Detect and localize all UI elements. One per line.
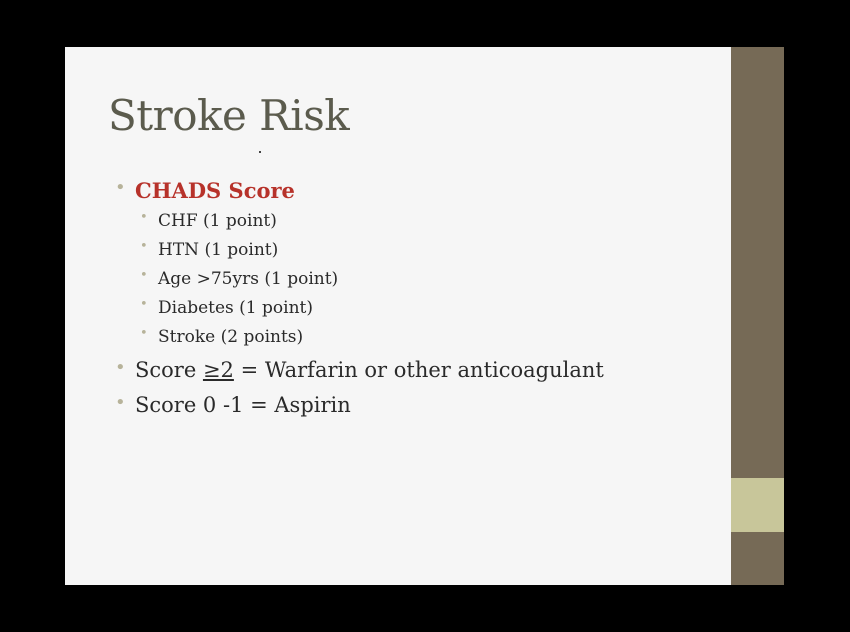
score-high-threshold: ≥2 — [202, 358, 234, 382]
slide-title: Stroke Risk — [108, 91, 350, 140]
chads-heading: CHADS Score — [135, 178, 295, 203]
score-low-text: Score 0 -1 = Aspirin — [135, 393, 351, 417]
sub-bullet-text: Stroke (2 points) — [158, 327, 304, 347]
bullet-icon: • — [115, 357, 126, 378]
stray-dot — [259, 151, 261, 153]
bullet-score-low — [115, 392, 351, 417]
sub-bullet-age — [140, 268, 339, 289]
sub-bullet-htn — [140, 239, 279, 260]
bullet-icon: • — [140, 297, 148, 312]
sub-bullet-stroke — [140, 326, 304, 347]
sub-bullet-diabetes — [140, 297, 313, 318]
sub-bullet-text: Age >75yrs (1 point) — [158, 269, 339, 289]
sub-bullet-text: CHF (1 point) — [158, 211, 277, 231]
sub-bullet-text: Diabetes (1 point) — [158, 298, 313, 318]
bullet-score-high — [115, 357, 604, 382]
sub-bullet-chf — [140, 210, 277, 231]
score-high-prefix: Score — [135, 358, 203, 382]
bullet-icon: • — [140, 326, 148, 341]
bullet-icon: • — [140, 239, 148, 254]
bullet-icon: • — [140, 268, 148, 283]
sub-bullet-text: HTN (1 point) — [158, 240, 279, 260]
bullet-icon: • — [140, 210, 148, 225]
bullet-icon: • — [115, 177, 126, 198]
score-high-suffix: = Warfarin or other anticoagulant — [233, 358, 604, 382]
bullet-icon: • — [115, 392, 126, 413]
decorative-sidebar-accent — [731, 478, 784, 532]
bullet-chads-score — [115, 177, 295, 203]
